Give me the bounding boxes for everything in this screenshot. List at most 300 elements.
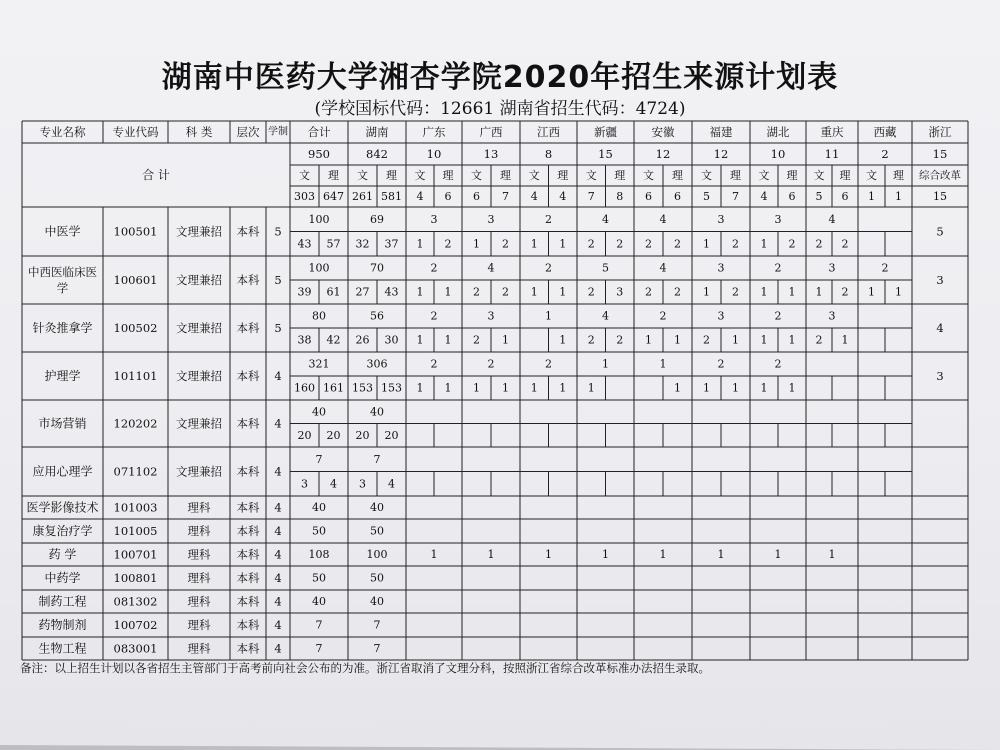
plan-total: 3 xyxy=(717,261,725,275)
total-value: 8 xyxy=(544,147,553,161)
plan-li: 2 xyxy=(732,285,739,299)
major-years: 4 xyxy=(274,641,282,656)
plan-wen: 1 xyxy=(473,237,480,251)
total-split-value: 7 xyxy=(732,190,739,203)
plan-wen: 2 xyxy=(815,237,823,251)
subhead-wen: 文 xyxy=(643,169,654,182)
plan-total: 3 xyxy=(774,212,782,226)
plan-li: 2 xyxy=(444,237,452,251)
major-code: 101005 xyxy=(113,524,158,538)
total-split-value: 303 xyxy=(294,190,315,203)
plan-wen: 39 xyxy=(297,285,312,299)
major-code: 100502 xyxy=(113,321,158,335)
subhead-zonghe: 综合改革 xyxy=(919,169,961,182)
plan-li: 2 xyxy=(732,237,739,251)
total-value: 11 xyxy=(824,147,840,161)
total-split-value: 15 xyxy=(933,190,947,203)
plan-wen: 2 xyxy=(587,237,595,251)
plan-wen: 38 xyxy=(297,333,312,347)
plan-wen: 26 xyxy=(355,333,370,347)
plan-total: 40 xyxy=(370,595,384,608)
plan-wen: 160 xyxy=(294,381,315,395)
column-header: 学制 xyxy=(268,126,288,138)
plan-total: 40 xyxy=(312,595,326,608)
plan-wen: 1 xyxy=(416,381,424,395)
total-value: 10 xyxy=(770,147,786,161)
plan-total: 1 xyxy=(828,548,836,561)
total-split-value: 581 xyxy=(381,190,402,203)
plan-li: 2 xyxy=(674,285,681,299)
major-name: 护理学 xyxy=(44,369,81,383)
major-code: 083001 xyxy=(113,641,158,656)
plan-li: 1 xyxy=(841,333,849,347)
plan-total: 4 xyxy=(487,261,495,275)
plan-total: 2 xyxy=(881,261,889,275)
subhead-wen: 文 xyxy=(299,169,310,182)
plan-total: 4 xyxy=(828,212,836,226)
major-category: 文理兼招 xyxy=(176,321,222,335)
plan-total: 50 xyxy=(370,571,384,585)
plan-li: 2 xyxy=(841,285,849,299)
subhead-wen: 文 xyxy=(471,169,482,182)
plan-wen: 2 xyxy=(473,285,480,299)
major-code: 101003 xyxy=(113,500,158,515)
zhejiang-plan: 3 xyxy=(936,273,944,287)
plan-total: 2 xyxy=(659,309,667,323)
major-name: 针灸推拿学 xyxy=(32,321,93,335)
major-years: 4 xyxy=(274,594,282,609)
column-header: 专业代码 xyxy=(112,125,159,139)
major-level: 本科 xyxy=(236,524,260,538)
major-category: 理科 xyxy=(187,500,211,515)
total-split-value: 6 xyxy=(788,190,796,203)
plan-total: 4 xyxy=(659,212,667,226)
plan-li: 2 xyxy=(788,237,796,251)
column-header: 江西 xyxy=(537,125,560,139)
subhead-li: 理 xyxy=(614,169,626,182)
plan-li: 2 xyxy=(502,285,509,299)
plan-wen: 2 xyxy=(587,333,595,347)
plan-total: 7 xyxy=(315,452,323,466)
major-level: 本科 xyxy=(236,594,260,609)
plan-total: 7 xyxy=(373,642,381,655)
major-name: 康复治疗学 xyxy=(32,524,93,538)
plan-li: 1 xyxy=(502,381,509,395)
plan-li: 1 xyxy=(559,237,567,251)
major-level: 本科 xyxy=(236,369,260,383)
total-value: 10 xyxy=(426,147,442,161)
plan-total: 2 xyxy=(545,212,552,226)
plan-wen: 3 xyxy=(359,477,366,491)
plan-li: 2 xyxy=(616,333,624,347)
plan-wen: 1 xyxy=(530,285,538,299)
plan-li: 61 xyxy=(326,285,341,299)
subhead-wen: 文 xyxy=(528,169,540,182)
major-category: 理科 xyxy=(187,547,211,562)
plan-total: 5 xyxy=(602,261,609,275)
major-level: 本科 xyxy=(236,500,260,515)
plan-wen: 2 xyxy=(703,333,710,347)
major-years: 5 xyxy=(274,321,282,335)
footnote: 备注：以上招生计划以各省招生主管部门于高考前向社会公布的为准。浙江省取消了文理分科，按照浙江省综合改革标准办法招生录取。 xyxy=(20,661,710,675)
column-header: 合计 xyxy=(307,125,331,139)
subhead-li: 理 xyxy=(786,169,798,182)
column-header: 重庆 xyxy=(820,125,844,139)
column-header: 湖北 xyxy=(766,125,790,139)
major-category: 文理兼招 xyxy=(176,273,222,287)
total-split-value: 4 xyxy=(760,190,768,203)
plan-total: 40 xyxy=(312,405,326,419)
major-name: 生物工程 xyxy=(38,641,87,656)
subhead-li: 理 xyxy=(500,169,511,182)
plan-total: 1 xyxy=(774,548,782,561)
plan-wen: 1 xyxy=(703,381,710,395)
plan-li: 1 xyxy=(788,285,796,299)
plan-total: 2 xyxy=(717,357,725,371)
major-code: 100701 xyxy=(113,547,158,562)
major-level: 本科 xyxy=(236,571,260,585)
total-split-value: 4 xyxy=(559,190,567,203)
total-value: 842 xyxy=(366,147,388,161)
major-category: 理科 xyxy=(187,524,211,538)
plan-li: 1 xyxy=(788,333,796,347)
zhejiang-plan: 3 xyxy=(936,369,944,383)
plan-wen: 1 xyxy=(587,381,595,395)
plan-wen: 1 xyxy=(760,285,768,299)
plan-li: 1 xyxy=(674,333,681,347)
plan-wen: 1 xyxy=(760,381,768,395)
plan-wen: 2 xyxy=(645,285,652,299)
major-name: 中医学 xyxy=(44,224,81,239)
subhead-wen: 文 xyxy=(357,169,368,182)
plan-li: 1 xyxy=(674,381,681,395)
column-header: 福建 xyxy=(709,125,733,139)
plan-wen: 20 xyxy=(297,428,312,442)
plan-li: 30 xyxy=(384,333,399,347)
plan-wen: 1 xyxy=(473,381,480,395)
plan-total: 2 xyxy=(430,357,438,371)
column-header: 西藏 xyxy=(873,125,897,139)
plan-total: 1 xyxy=(659,357,667,371)
plan-wen: 1 xyxy=(416,237,424,251)
plan-li: 2 xyxy=(674,237,681,251)
plan-total: 56 xyxy=(370,309,384,323)
major-name: 药 学 xyxy=(48,547,77,562)
column-header: 专业名称 xyxy=(39,125,86,139)
plan-total: 2 xyxy=(774,309,782,323)
plan-total: 1 xyxy=(659,548,667,561)
major-category: 文理兼招 xyxy=(176,369,222,383)
plan-li: 1 xyxy=(559,333,567,347)
plan-li: 2 xyxy=(841,237,849,251)
plan-total: 50 xyxy=(312,571,326,585)
major-code: 100801 xyxy=(113,571,158,585)
plan-li: 1 xyxy=(788,381,796,395)
plan-total: 100 xyxy=(308,212,330,226)
total-value: 13 xyxy=(483,147,499,161)
major-name: 医学影像技术 xyxy=(26,500,99,515)
major-code: 081302 xyxy=(113,594,158,609)
plan-li: 20 xyxy=(326,428,341,442)
major-level: 本科 xyxy=(236,273,260,287)
plan-total: 3 xyxy=(430,212,438,226)
plan-wen: 1 xyxy=(703,237,710,251)
column-header: 湖南 xyxy=(365,125,389,139)
major-years: 4 xyxy=(274,524,282,538)
major-level: 本科 xyxy=(236,547,260,562)
column-header: 层次 xyxy=(236,125,260,139)
plan-wen: 2 xyxy=(473,333,480,347)
plan-li: 1 xyxy=(502,333,509,347)
total-split-value: 7 xyxy=(502,190,509,203)
subhead-wen: 文 xyxy=(758,169,770,182)
major-level: 本科 xyxy=(236,464,260,479)
plan-wen: 1 xyxy=(530,237,538,251)
plan-li: 57 xyxy=(326,237,341,251)
total-value: 12 xyxy=(655,147,671,161)
major-years: 4 xyxy=(274,547,282,562)
major-name: 中药学 xyxy=(44,571,81,585)
plan-wen: 2 xyxy=(645,237,652,251)
plan-total: 100 xyxy=(366,548,388,561)
plan-li: 37 xyxy=(384,237,399,251)
subhead-li: 理 xyxy=(386,169,397,182)
plan-total: 40 xyxy=(370,501,384,514)
major-years: 4 xyxy=(274,500,282,515)
major-code: 120202 xyxy=(113,416,158,431)
plan-wen: 1 xyxy=(703,285,710,299)
plan-total: 2 xyxy=(545,357,552,371)
plan-wen: 1 xyxy=(645,333,652,347)
plan-total: 80 xyxy=(312,309,326,323)
major-name: 制药工程 xyxy=(38,594,87,609)
plan-wen: 2 xyxy=(587,285,595,299)
plan-total: 70 xyxy=(370,261,384,275)
total-split-value: 5 xyxy=(703,190,710,203)
plan-total: 7 xyxy=(373,618,381,632)
major-category: 文理兼招 xyxy=(176,464,222,479)
plan-wen: 1 xyxy=(760,237,768,251)
major-name: 药物制剂 xyxy=(38,618,87,632)
plan-total: 1 xyxy=(545,548,552,561)
plan-total: 4 xyxy=(602,309,609,323)
total-split-value: 261 xyxy=(352,190,373,203)
subhead-li: 理 xyxy=(730,169,741,182)
total-split-value: 6 xyxy=(444,190,452,203)
total-value: 15 xyxy=(598,147,613,161)
plan-total: 40 xyxy=(312,501,326,514)
plan-wen: 1 xyxy=(530,381,538,395)
plan-total: 69 xyxy=(370,212,384,226)
major-level: 本科 xyxy=(236,321,260,335)
document-subtitle: (学校国标代码：12661 湖南省招生代码：4724) xyxy=(314,99,686,119)
column-header: 安徽 xyxy=(651,125,675,139)
subhead-li: 理 xyxy=(839,169,851,182)
major-name: 应用心理学 xyxy=(32,464,93,479)
major-category: 理科 xyxy=(187,641,211,656)
plan-li: 3 xyxy=(616,285,624,299)
plan-wen: 1 xyxy=(416,333,424,347)
major-name: 学 xyxy=(56,281,69,295)
total-label: 合 计 xyxy=(142,168,170,182)
column-header: 广西 xyxy=(479,125,503,139)
plan-total: 2 xyxy=(430,309,438,323)
subhead-wen: 文 xyxy=(585,169,597,182)
plan-total: 321 xyxy=(308,357,330,371)
plan-wen: 1 xyxy=(815,285,823,299)
column-header: 广东 xyxy=(422,125,446,139)
total-value: 15 xyxy=(932,147,948,161)
plan-total: 306 xyxy=(366,357,388,371)
total-split-value: 5 xyxy=(815,190,823,203)
plan-li: 42 xyxy=(326,333,341,347)
major-level: 本科 xyxy=(236,641,260,656)
plan-total: 50 xyxy=(312,524,326,538)
plan-li: 1 xyxy=(444,381,452,395)
major-years: 5 xyxy=(274,273,282,287)
plan-wen: 153 xyxy=(352,381,373,395)
subhead-wen: 文 xyxy=(701,169,712,182)
total-split-value: 6 xyxy=(645,190,652,203)
plan-wen: 1 xyxy=(868,285,875,299)
major-years: 4 xyxy=(274,369,282,383)
plan-li: 1 xyxy=(444,333,452,347)
plan-total: 2 xyxy=(774,261,782,275)
subhead-li: 理 xyxy=(893,169,904,182)
plan-wen: 3 xyxy=(301,477,308,491)
total-split-value: 1 xyxy=(868,190,875,203)
column-header: 科 类 xyxy=(185,125,213,139)
plan-total: 3 xyxy=(487,309,495,323)
plan-li: 43 xyxy=(384,285,399,299)
subhead-wen: 文 xyxy=(813,169,825,182)
plan-total: 4 xyxy=(602,212,609,226)
document-title: 湖南中医药大学湘杏学院2020年招生来源计划表 xyxy=(161,60,839,95)
major-category: 文理兼招 xyxy=(176,224,222,239)
plan-li: 4 xyxy=(388,477,395,491)
zhejiang-plan: 5 xyxy=(936,224,944,239)
plan-total: 4 xyxy=(659,261,667,275)
plan-li: 153 xyxy=(381,381,402,395)
zhejiang-plan: 4 xyxy=(936,321,944,335)
subhead-wen: 文 xyxy=(866,169,877,182)
major-name: 市场营销 xyxy=(38,416,87,431)
plan-li: 161 xyxy=(323,381,344,395)
major-category: 理科 xyxy=(187,571,211,585)
major-level: 本科 xyxy=(236,618,260,632)
plan-total: 3 xyxy=(828,261,836,275)
total-split-value: 8 xyxy=(616,190,624,203)
plan-total: 2 xyxy=(774,357,782,371)
plan-total: 50 xyxy=(370,524,384,538)
plan-total: 40 xyxy=(370,405,384,419)
plan-total: 3 xyxy=(717,309,725,323)
major-code: 071102 xyxy=(113,464,158,479)
major-code: 100601 xyxy=(113,273,158,287)
subhead-li: 理 xyxy=(557,169,569,182)
subhead-li: 理 xyxy=(328,169,339,182)
major-years: 4 xyxy=(274,571,282,585)
plan-total: 1 xyxy=(717,548,725,561)
total-split-value: 4 xyxy=(416,190,424,203)
major-code: 100702 xyxy=(113,618,158,632)
major-code: 101101 xyxy=(113,369,158,383)
major-years: 4 xyxy=(274,416,282,431)
total-split-value: 6 xyxy=(841,190,849,203)
column-header: 新疆 xyxy=(594,125,617,139)
plan-wen: 32 xyxy=(355,237,370,251)
total-value: 2 xyxy=(881,147,889,161)
major-name: 中西医临床医 xyxy=(28,265,97,279)
plan-total: 7 xyxy=(373,452,381,466)
plan-li: 2 xyxy=(502,237,509,251)
subhead-li: 理 xyxy=(442,169,454,182)
plan-li: 4 xyxy=(330,477,337,491)
plan-wen: 1 xyxy=(760,333,768,347)
plan-li: 1 xyxy=(559,381,567,395)
major-code: 100501 xyxy=(113,224,158,239)
plan-total: 3 xyxy=(717,212,725,226)
plan-total: 100 xyxy=(308,261,330,275)
plan-total: 1 xyxy=(430,548,438,561)
column-header: 浙江 xyxy=(928,125,952,139)
plan-total: 3 xyxy=(487,212,495,226)
major-category: 理科 xyxy=(187,594,211,609)
plan-li: 20 xyxy=(384,428,399,442)
total-split-value: 647 xyxy=(323,190,344,203)
plan-li: 1 xyxy=(559,285,567,299)
plan-wen: 1 xyxy=(416,285,424,299)
plan-total: 108 xyxy=(308,548,330,561)
major-years: 4 xyxy=(274,618,282,632)
plan-total: 3 xyxy=(828,309,836,323)
plan-wen: 2 xyxy=(815,333,823,347)
plan-wen: 20 xyxy=(355,428,370,442)
plan-total: 2 xyxy=(487,357,495,371)
major-years: 4 xyxy=(274,464,282,479)
plan-li: 1 xyxy=(895,285,902,299)
plan-total: 1 xyxy=(487,548,495,561)
total-split-value: 1 xyxy=(895,190,902,203)
plan-total: 1 xyxy=(602,357,609,371)
major-level: 本科 xyxy=(236,416,260,431)
major-years: 5 xyxy=(274,224,282,239)
total-value: 950 xyxy=(308,147,330,161)
plan-total: 2 xyxy=(430,261,438,275)
major-category: 理科 xyxy=(187,618,211,632)
plan-li: 2 xyxy=(616,237,624,251)
total-split-value: 7 xyxy=(587,190,595,203)
plan-total: 1 xyxy=(602,548,609,561)
plan-li: 1 xyxy=(732,381,739,395)
plan-wen: 27 xyxy=(355,285,370,299)
plan-total: 7 xyxy=(315,618,323,632)
total-split-value: 6 xyxy=(473,190,480,203)
plan-total: 1 xyxy=(545,309,552,323)
plan-li: 1 xyxy=(732,333,739,347)
major-level: 本科 xyxy=(236,224,260,239)
subhead-li: 理 xyxy=(672,169,683,182)
plan-total: 2 xyxy=(545,261,552,275)
total-value: 12 xyxy=(713,147,729,161)
plan-li: 1 xyxy=(444,285,452,299)
total-split-value: 4 xyxy=(530,190,538,203)
plan-wen: 43 xyxy=(297,237,312,251)
subhead-wen: 文 xyxy=(414,169,426,182)
plan-total: 7 xyxy=(315,642,323,655)
total-split-value: 6 xyxy=(674,190,681,203)
major-category: 文理兼招 xyxy=(176,416,222,431)
